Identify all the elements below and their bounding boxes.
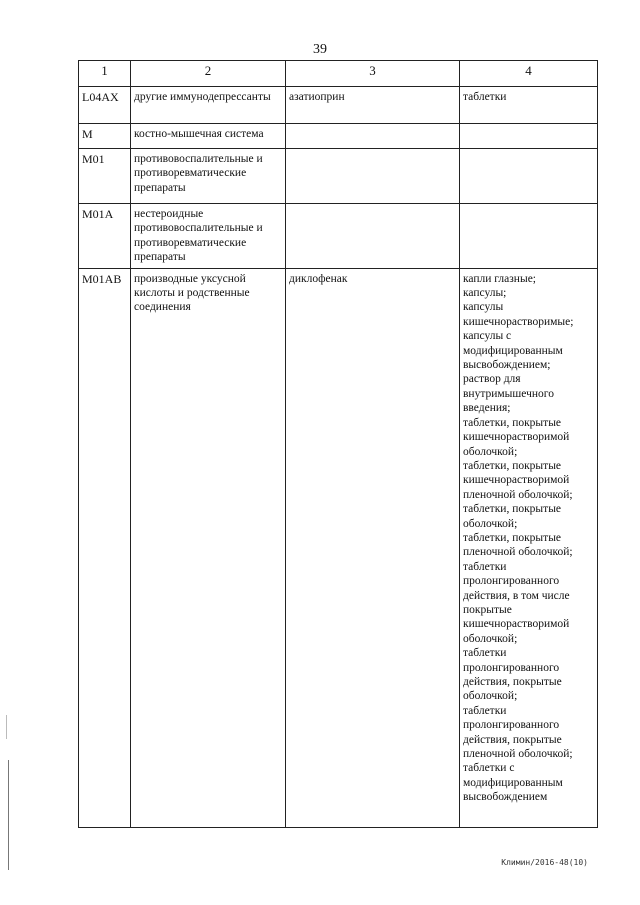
dosage-form-item: капсулы; (463, 287, 507, 300)
table-row (79, 268, 598, 827)
scan-margin-line (8, 760, 9, 870)
atc-code-cell: M01A (79, 204, 131, 269)
drug-name-cell: азатиоприн (286, 87, 460, 124)
dosage-form-item: раствор для внутримышечного введения; (463, 373, 554, 415)
dosage-form-item: таблетки (463, 91, 507, 103)
table-header-row (79, 61, 598, 87)
drug-name-cell: диклофенак (286, 268, 460, 827)
dosage-form-item: таблетки, покрытые оболочкой; (463, 503, 562, 530)
dosage-form-item: таблетки пролонгированного действия, покрытые оболочкой; (463, 647, 562, 703)
header-col-2: 2 (131, 61, 286, 87)
dosage-form-item: таблетки, покрытые кишечнорастворимой пленочной оболочкой; (463, 459, 573, 501)
dosage-form-item: таблетки пролонгированного действия, покрытые пленочной оболочкой; (463, 704, 573, 761)
drug-classification-table (78, 60, 598, 828)
dosage-form-item: таблетки, покрытые кишечнорастворимой оболочкой; (463, 416, 570, 458)
atc-code-cell: L04AX (79, 87, 131, 124)
group-name-cell: другие иммунодепрессанты (131, 87, 286, 124)
header-col-4: 4 (460, 61, 598, 87)
group-name-cell: противовоспалительные и противоревматические препараты (131, 149, 286, 204)
header-col-1: 1 (79, 61, 131, 87)
dosage-forms-cell (460, 149, 598, 204)
dosage-form-item: капсулы с модифицированным высвобождением; (463, 330, 563, 372)
dosage-forms-cell (460, 124, 598, 149)
dosage-form-item: таблетки с модифицированным высвобождением (463, 762, 563, 804)
group-name-cell: производные уксусной кислоты и родственные соединения (131, 268, 286, 827)
table-row (79, 124, 598, 149)
table-row (79, 87, 598, 124)
scan-margin-mark (6, 715, 7, 739)
drug-name-cell (286, 149, 460, 204)
drug-name-cell (286, 204, 460, 269)
dosage-form-item: таблетки, покрытые пленочной оболочкой; (463, 531, 573, 559)
atc-code-cell: M (79, 124, 131, 149)
page-number: 39 (313, 42, 327, 57)
atc-code-cell: M01AB (79, 268, 131, 827)
drug-name-cell (286, 124, 460, 149)
document-footer-code: Климин/2016-48(10) (501, 858, 588, 867)
dosage-forms-cell (460, 87, 598, 124)
dosage-form-item: капли глазные; (463, 272, 536, 285)
dosage-form-item: таблетки пролонгированного действия, в том числе покрытые кишечнорастворимой оболочкой; (463, 560, 570, 645)
dosage-form-item: капсулы кишечнорастворимые; (463, 301, 574, 328)
header-col-3: 3 (286, 61, 460, 87)
table-row (79, 204, 598, 269)
dosage-forms-cell (460, 268, 598, 827)
dosage-forms-cell (460, 204, 598, 269)
group-name-cell: нестероидные противовоспалительные и противоревматические препараты (131, 204, 286, 269)
table-row (79, 149, 598, 204)
group-name-cell: костно-мышечная система (131, 124, 286, 149)
atc-code-cell: M01 (79, 149, 131, 204)
